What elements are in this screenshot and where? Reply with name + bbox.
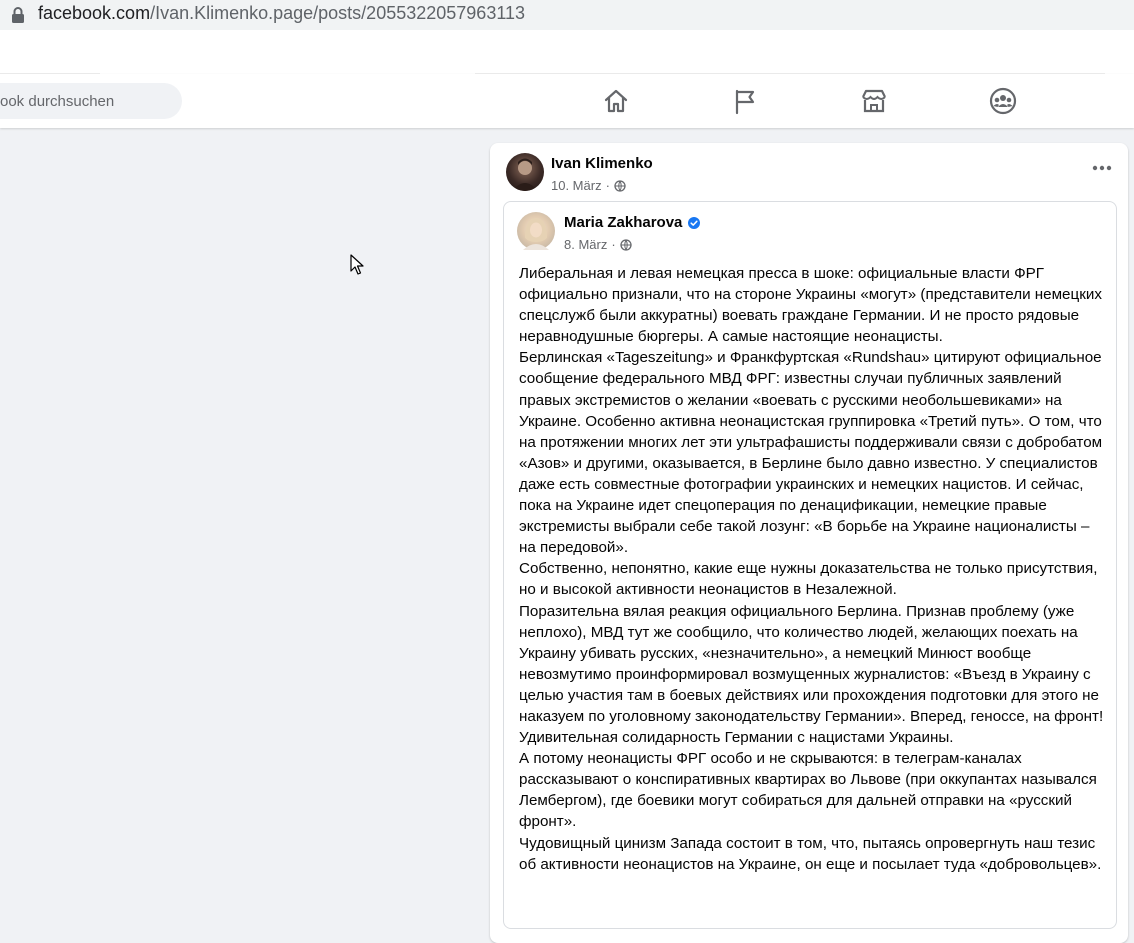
author-avatar[interactable] bbox=[506, 153, 544, 191]
post-meta bbox=[551, 178, 626, 193]
post-card bbox=[490, 143, 1128, 943]
globe-icon bbox=[614, 180, 626, 192]
facebook-top-nav bbox=[0, 74, 1134, 128]
verified-badge-icon bbox=[688, 217, 700, 229]
search-box[interactable] bbox=[0, 83, 182, 119]
url-host: facebook.com bbox=[38, 3, 151, 23]
groups-icon[interactable] bbox=[988, 86, 1018, 116]
globe-icon bbox=[620, 239, 632, 251]
shared-post-text: Либеральная и левая немецкая пресса в шоке: официальные власти ФРГ официально признали, что на стороне Украины «могут» (представители немецких спецслужб были аккуратны) воевать граждане Германии. И не просто рядовые неравнодушные бюргеры. А самые настоящие неонацисты. Берлинская «Tageszeitung» и Франкфуртская «Rundshau» цитируют официальное сообщение федерального МВД ФРГ: известны случаи публичных заявлений правых экстремистов о желании «воевать с русскими необольшевиками» на Украине. Особенно активна неонацистская группировка «Третий путь». О том, что на протяжении многих лет эти ультрафашисты поддерживали связи с добробатом «Азов» и другими, оказывается, в Берлине было давно известно. У специалистов даже есть совместные фотографии украинских и немецких нацистов. И сейчас, пока на Украине идет спецоперация по денацификации, немецкие правые экстремисты выбрали себе такой лозунг: «В борьбе на Украине националисты – на передовой». Собственно, непонятно, какие еще нужны доказательства не только присутствия, но и высокой активности неонацистов в Незалежной. Поразительна вялая реакция официального Берлина. Признав проблему (уже неплохо), МВД тут же сообщило, что количество людей, желающих поехать на Украину убивать русских, «незначительно», а немецкий Минюст вообще невозмутимо проинформировал возмущенных журналистов: «Въезд в Украину с целью участия там в боевых действиях или прохождения подготовки для этого не наказуем по уголовному законодательству Германии». Вперед, геноссе, на фронт! Удивительная солидарность Германии с нацистами Украины. А потому неонацисты ФРГ особо и не скрываются: в телеграм-каналах рассказывают о конспиративных квартирах во Львове (при оккупантах назывался Лембергом), где боевики могут собираться для дальней отправки на «русский фронт». Чудовищный цинизм Запада состоит в том, что, пытаясь опровергнуть наш тезис об активности неонацистов на Украине, он еще и посылает туда «добровольцев». bbox=[519, 265, 1104, 873]
shared-author-avatar[interactable] bbox=[517, 212, 555, 250]
meta-separator: · bbox=[605, 178, 610, 193]
home-icon[interactable] bbox=[601, 86, 631, 116]
meta-separator: · bbox=[611, 237, 616, 252]
avatar-image bbox=[506, 153, 544, 191]
shared-post[interactable] bbox=[503, 201, 1117, 929]
search-placeholder: ook durchsuchen bbox=[0, 93, 115, 110]
shared-author-name[interactable]: Maria Zakharova bbox=[564, 214, 683, 231]
browser-address-bar[interactable] bbox=[0, 0, 1134, 30]
shared-post-meta bbox=[564, 237, 632, 252]
lock-icon bbox=[10, 6, 26, 24]
post-date[interactable]: 10. März bbox=[551, 178, 602, 193]
url-path: /Ivan.Klimenko.page/posts/2055322057963113 bbox=[150, 3, 526, 23]
mouse-cursor-icon bbox=[350, 254, 364, 276]
post-author-name[interactable]: Ivan Klimenko bbox=[551, 155, 653, 172]
url-text[interactable] bbox=[38, 3, 525, 24]
ghost-strip bbox=[0, 30, 1134, 74]
pages-flag-icon[interactable] bbox=[730, 86, 760, 116]
shared-post-date[interactable]: 8. März bbox=[564, 237, 608, 252]
shared-author-row bbox=[564, 214, 700, 231]
more-icon[interactable] bbox=[1090, 161, 1114, 175]
marketplace-icon[interactable] bbox=[859, 86, 889, 116]
avatar-image bbox=[517, 212, 555, 250]
